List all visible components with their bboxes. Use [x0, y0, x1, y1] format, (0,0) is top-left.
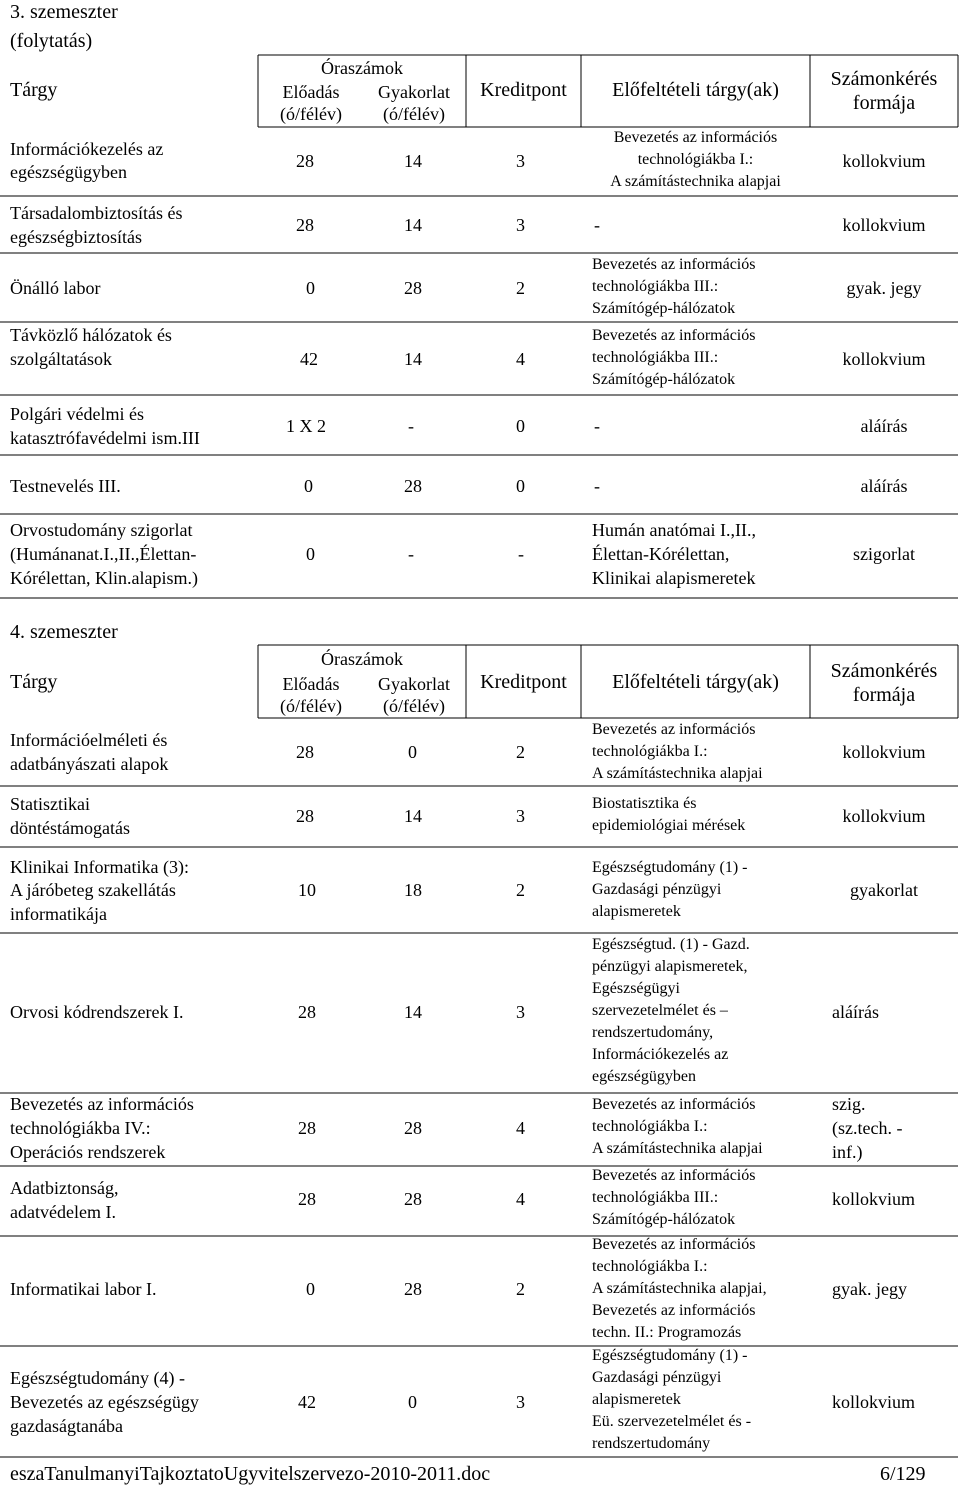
prerequisite: Számítógép-hálózatok — [592, 300, 736, 317]
prerequisite: technológiákba III.: — [592, 1189, 719, 1206]
prerequisite: A számítástechnika alapjai, — [592, 1280, 767, 1297]
assessment: gyak. jegy — [846, 278, 922, 298]
assessment: aláírás — [860, 476, 908, 496]
subject-name: Bevezetés az egészségügy — [10, 1392, 199, 1412]
footer-filename: eszaTanulmanyiTajkoztatoUgyvitelszervezo-2010-2011.doc — [10, 1463, 491, 1485]
header-subject: Tárgy — [10, 79, 58, 101]
semester-4-title: 4. szemeszter — [10, 621, 118, 643]
prerequisite: Egészségtud. (1) - Gazd. — [592, 936, 750, 953]
lecture-hours: 42 — [298, 1392, 316, 1412]
credits: 2 — [516, 278, 525, 298]
prerequisite: alapismeretek — [592, 1391, 681, 1408]
credits: 4 — [516, 1189, 525, 1209]
subject-name: szolgáltatások — [10, 349, 112, 369]
prerequisite: Bevezetés az információs — [592, 256, 756, 273]
prerequisite: Számítógép-hálózatok — [592, 1211, 736, 1228]
header-hours: Óraszámok — [321, 649, 403, 669]
semester-3-title: 3. szemeszter — [10, 1, 118, 23]
header-subject: Tárgy — [10, 671, 58, 693]
credits: 2 — [516, 742, 525, 762]
prerequisite: Élettan-Kórélettan, — [592, 544, 730, 564]
credits: 3 — [516, 1392, 525, 1412]
subject-name: katasztrófavédelmi ism.III — [10, 428, 200, 448]
subject-name: Társadalombiztosítás és — [10, 203, 183, 223]
practice-hours: 28 — [404, 476, 422, 496]
prerequisite: pénzügyi alapismeretek, — [592, 958, 748, 975]
prerequisite: techn. II.: Programozás — [592, 1324, 742, 1341]
header-lecture: Előadás — [282, 674, 340, 694]
header-practice: Gyakorlat — [378, 674, 450, 694]
subject-name: Statisztikai — [10, 794, 90, 814]
assessment: kollokvium — [842, 215, 926, 235]
subject-name: Orvosi kódrendszerek I. — [10, 1002, 184, 1022]
subject-name: egészségügyben — [10, 162, 127, 182]
assessment: gyakorlat — [850, 880, 918, 900]
prerequisite: Egészségtudomány (1) - — [592, 859, 748, 876]
practice-hours: 28 — [404, 278, 422, 298]
prerequisite: Egészségtudomány (1) - — [592, 1347, 748, 1364]
subject-name: Klinikai Informatika (3): — [10, 857, 189, 877]
prerequisite: - — [594, 416, 600, 436]
prerequisite: rendszertudomány — [592, 1435, 711, 1452]
assessment: kollokvium — [842, 806, 926, 826]
subject-name: informatikája — [10, 904, 107, 924]
lecture-hours: 28 — [298, 1002, 316, 1022]
prerequisite: - — [594, 215, 600, 235]
prerequisite: rendszertudomány, — [592, 1024, 714, 1041]
prerequisite: epidemiológiai mérések — [592, 817, 746, 834]
credits: 0 — [516, 416, 525, 436]
prerequisite: Eü. szervezetelmélet és - — [592, 1413, 752, 1430]
practice-hours: 14 — [404, 215, 422, 235]
credits: 2 — [516, 880, 525, 900]
lecture-hours: 28 — [298, 1189, 316, 1209]
assessment: aláírás — [832, 1002, 879, 1022]
lecture-hours: 0 — [306, 278, 315, 298]
prerequisite: szervezetelmélet és – — [592, 1002, 728, 1019]
credits: 2 — [516, 1279, 525, 1299]
subject-name: adatvédelem I. — [10, 1202, 116, 1222]
lecture-hours: 0 — [306, 1279, 315, 1299]
lecture-hours: 28 — [296, 742, 314, 762]
lecture-hours: 28 — [296, 806, 314, 826]
prerequisite: Bevezetés az információs — [592, 327, 756, 344]
header-practice: Gyakorlat — [378, 82, 450, 102]
subject-name: Információelméleti és — [10, 730, 168, 750]
header-credit: Kreditpont — [480, 671, 567, 693]
prerequisite: A számítástechnika alapjai — [592, 1140, 763, 1157]
practice-hours: 28 — [404, 1279, 422, 1299]
header-lecture: Előadás — [282, 82, 340, 102]
lecture-hours: 42 — [300, 349, 318, 369]
prerequisite: technológiákba I.: — [592, 1258, 708, 1275]
assessment: kollokvium — [832, 1189, 916, 1209]
credits: 4 — [516, 1118, 525, 1138]
practice-hours: 14 — [404, 151, 422, 171]
prerequisite: egészségügyben — [592, 1068, 696, 1085]
practice-hours: 18 — [404, 880, 422, 900]
lecture-hours: 10 — [298, 880, 316, 900]
subject-name: Orvostudomány szigorlat — [10, 520, 193, 540]
footer-page-number: 6/129 — [880, 1463, 926, 1485]
prerequisite: A számítástechnika alapjai — [592, 765, 763, 782]
lecture-hours: 28 — [296, 215, 314, 235]
assessment: (sz.tech. - — [832, 1118, 903, 1138]
prerequisite: - — [594, 476, 600, 496]
header-prerequisite: Előfeltételi tárgy(ak) — [612, 79, 779, 101]
prerequisite: Információkezelés az — [592, 1046, 729, 1063]
prerequisite: Gazdasági pénzügyi — [592, 1369, 722, 1386]
subject-name: Távközlő hálózatok és — [10, 325, 172, 345]
subject-name: döntéstámogatás — [10, 818, 130, 838]
subject-name: A járóbeteg szakellátás — [10, 880, 176, 900]
credits: 0 — [516, 476, 525, 496]
subject-name: Informatikai labor I. — [10, 1279, 157, 1299]
lecture-hours: 0 — [304, 476, 313, 496]
subject-name: Önálló labor — [10, 278, 101, 298]
assessment: gyak. jegy — [832, 1279, 907, 1299]
practice-hours: 28 — [404, 1118, 422, 1138]
prerequisite: technológiákba I.: — [592, 1118, 708, 1135]
prerequisite: alapismeretek — [592, 903, 681, 920]
prerequisite: Bevezetés az információs — [613, 129, 778, 146]
assessment: szig. — [832, 1094, 866, 1114]
header-assessment-form: formája — [852, 684, 916, 706]
prerequisite: Gazdasági pénzügyi — [592, 881, 722, 898]
header-hours: Óraszámok — [321, 58, 403, 78]
header-practice-unit: (ó/félév) — [383, 104, 445, 124]
assessment: szigorlat — [853, 544, 915, 564]
prerequisite: Bevezetés az információs — [592, 721, 756, 738]
practice-hours: 0 — [408, 1392, 417, 1412]
subject-name: Információkezelés az — [10, 139, 164, 159]
header-lecture-unit: (ó/félév) — [280, 696, 342, 716]
prerequisite: A számítástechnika alapjai — [610, 173, 781, 190]
subject-name: gazdaságtanába — [10, 1416, 123, 1436]
subject-name: Bevezetés az információs — [10, 1094, 194, 1114]
assessment: kollokvium — [842, 742, 926, 762]
prerequisite: technológiákba I.: — [637, 151, 754, 168]
lecture-hours: 1 X 2 — [286, 416, 326, 436]
header-assessment-form: formája — [852, 92, 916, 114]
assessment: aláírás — [860, 416, 908, 436]
credits: 3 — [516, 151, 525, 171]
prerequisite: Humán anatómai I.,II., — [592, 520, 756, 540]
header-credit: Kreditpont — [480, 79, 567, 101]
semester-3-subtitle: (folytatás) — [10, 30, 93, 52]
practice-hours: - — [408, 544, 414, 564]
prerequisite: Biostatisztika és — [592, 795, 697, 812]
prerequisite: Számítógép-hálózatok — [592, 371, 736, 388]
subject-name: Testnevelés III. — [10, 476, 121, 496]
subject-name: technológiákba IV.: — [10, 1118, 151, 1138]
subject-name: adatbányászati alapok — [10, 754, 169, 774]
lecture-hours: 28 — [296, 151, 314, 171]
credits: 3 — [516, 806, 525, 826]
subject-name: Adatbiztonság, — [10, 1178, 119, 1198]
practice-hours: 14 — [404, 806, 422, 826]
prerequisite: Egészségügyi — [592, 980, 680, 997]
practice-hours: 0 — [408, 742, 417, 762]
header-lecture-unit: (ó/félév) — [280, 104, 342, 124]
prerequisite: Klinikai alapismeretek — [592, 568, 756, 588]
prerequisite: Bevezetés az információs — [592, 1096, 756, 1113]
credits: 4 — [516, 349, 525, 369]
credits: 3 — [516, 1002, 525, 1022]
prerequisite: Bevezetés az információs — [592, 1302, 756, 1319]
prerequisite: technológiákba III.: — [592, 349, 719, 366]
assessment: kollokvium — [832, 1392, 916, 1412]
practice-hours: 14 — [404, 1002, 422, 1022]
credits: 3 — [516, 215, 525, 235]
prerequisite: technológiákba III.: — [592, 278, 719, 295]
subject-name: Egészségtudomány (4) - — [10, 1368, 185, 1388]
assessment: inf.) — [832, 1142, 863, 1162]
prerequisite: technológiákba I.: — [592, 743, 708, 760]
assessment: kollokvium — [842, 151, 926, 171]
header-assessment: Számonkérés — [830, 660, 938, 682]
subject-name: Operációs rendszerek — [10, 1142, 166, 1162]
subject-name: Polgári védelmi és — [10, 404, 144, 424]
practice-hours: 28 — [404, 1189, 422, 1209]
prerequisite: Bevezetés az információs — [592, 1167, 756, 1184]
assessment: kollokvium — [842, 349, 926, 369]
prerequisite: Bevezetés az információs — [592, 1236, 756, 1253]
header-assessment: Számonkérés — [830, 68, 938, 90]
subject-name: egészségbiztosítás — [10, 227, 142, 247]
header-practice-unit: (ó/félév) — [383, 696, 445, 716]
header-prerequisite: Előfeltételi tárgy(ak) — [612, 671, 779, 693]
subject-name: Kórélettan, Klin.alapism.) — [10, 568, 198, 588]
credits: - — [518, 544, 524, 564]
subject-name: (Humánanat.I.,II.,Élettan- — [10, 544, 197, 564]
practice-hours: 14 — [404, 349, 422, 369]
practice-hours: - — [408, 416, 414, 436]
lecture-hours: 28 — [298, 1118, 316, 1138]
lecture-hours: 0 — [306, 544, 315, 564]
